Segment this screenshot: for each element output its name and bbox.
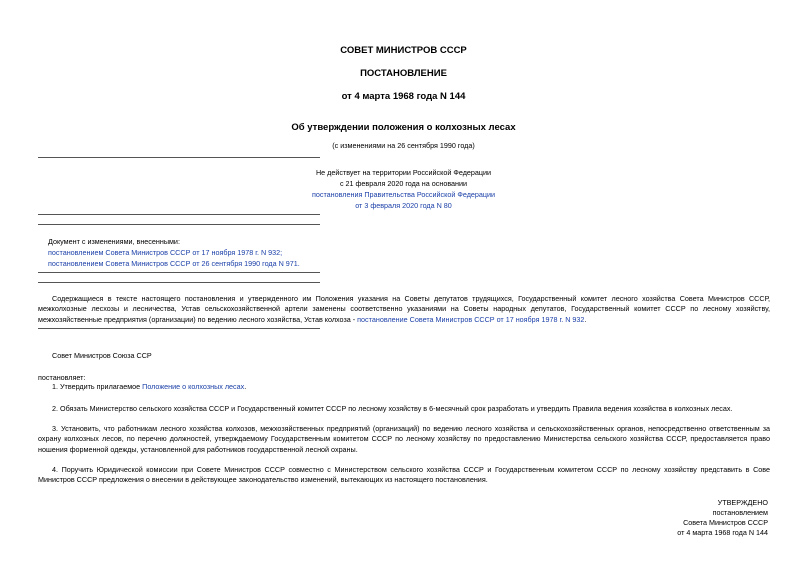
status-link[interactable]: от 3 февраля 2020 года N 80 — [355, 201, 452, 210]
divider — [38, 282, 320, 283]
amendments-note: (с изменениями на 26 сентября 1990 года) — [332, 141, 475, 150]
status-line: с 21 февраля 2020 года на основании — [339, 179, 468, 188]
paragraph-3: 3. Установить, что работникам лесного хозяйства колхозов, межхозяйственных предприятий (организаций) по ведению лесного хозяйства и сельскохозяйственных органов, непосредственно ответственным за охрану колхозных лесов, по перечню должностей, утверждаемому Государственным комитетом СССР по лесному хозяйству по предоставлению Министерства сельского хозяйства СССР, предоставляется право ношения форменной одежды, установленной для работников государственной лесной охраны. — [38, 424, 770, 454]
p1-end: . — [244, 382, 247, 391]
status-link[interactable]: постановления Правительства Российской Федерации — [311, 190, 496, 199]
p1-text: 1. Утвердить прилагаемое — [52, 382, 143, 391]
note-text: Содержащиеся в тексте настоящего постановления и утвержденного им Положения указания на Советы депутатов трудящихся, Государственный комитет лесного хозяйства Совета Министров СССР, межколхозные лесхозы и лесничества, Устав сельскохозяйственной артели заменены соответственно указаниями на Советы народных депутатов, Государственный комитет СССР по лесному хозяйству, межхозяйственные предприятия (организации) по ведению лесного хозяйства, Устав колхоза - — [38, 294, 770, 324]
approval-line: от 4 марта 1968 года N 144 — [677, 528, 768, 537]
divider — [38, 272, 320, 273]
regulation-link[interactable]: Положение о колхозных лесах — [142, 382, 245, 391]
change-link[interactable]: постановлением Совета Министров СССР от 17 ноября 1978 г. N 932; — [48, 248, 283, 257]
council-heading: СОВЕТ МИНИСТРОВ СССР — [340, 45, 467, 56]
paragraph-4: 4. Поручить Юридической комиссии при Совете Министров СССР совместно с Министерством сельского хозяйства СССР и Государственным комитетом СССР по лесному хозяйству представить в Сове Министров СССР предложения о внесении в действующее законодательство изменений, вытекающих из настоящего постановления. — [38, 465, 770, 485]
status-line: Не действует на территории Российской Федерации — [315, 168, 492, 177]
divider — [38, 214, 320, 215]
approval-line: Совета Министров СССР — [683, 518, 768, 527]
divider — [38, 224, 320, 225]
paragraph-2: 2. Обязать Министерство сельского хозяйства СССР и Государственный комитет СССР по лесному хозяйству в 6-месячный срок разработать и утвердить Правила ведения хозяйства в колхозных лесах. — [52, 404, 733, 413]
note-link[interactable]: постановление Совета Министров СССР от 17 ноября 1978 г. N 932 — [357, 314, 585, 324]
approval-stamp: УТВЕРЖДЕНО — [717, 498, 768, 507]
date-number-heading: от 4 марта 1968 года N 144 — [341, 91, 466, 102]
divider — [38, 157, 320, 158]
document-title: Об утверждении положения о колхозных лесах — [291, 122, 516, 133]
decrees-label: постановляет: — [38, 373, 86, 382]
changes-intro: Документ с изменениями, внесенными: — [48, 237, 180, 246]
divider — [38, 328, 320, 329]
council-name: Совет Министров Союза ССР — [52, 351, 152, 360]
approval-line: постановлением — [712, 508, 768, 517]
note-end: . — [584, 314, 587, 324]
change-link[interactable]: постановлением Совета Министров СССР от 26 сентября 1990 года N 971. — [48, 259, 300, 268]
paragraph-1 — [52, 382, 246, 392]
doc-type-heading: ПОСТАНОВЛЕНИЕ — [360, 68, 447, 79]
editorial-note — [38, 294, 770, 325]
